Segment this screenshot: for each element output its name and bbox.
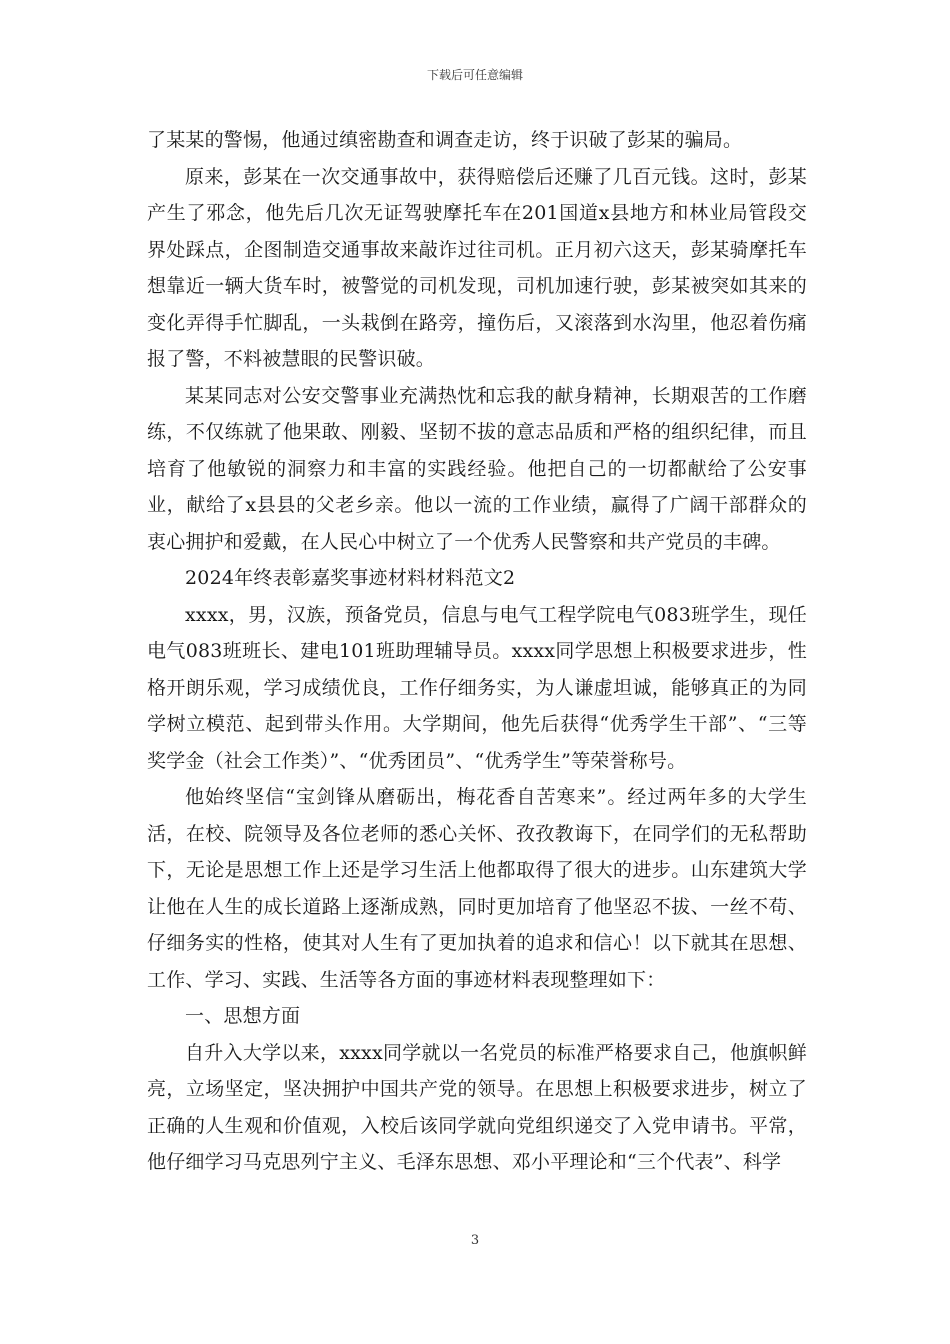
paragraph: xxxx，男，汉族，预备党员，信息与电气工程学院电气083班学生，现任电气083班班长、建电101班助理辅导员。xxxx同学思想上积极要求进步，性格开朗乐观，学习成绩优良，工作仔细务实，为人谦虚坦诚，能够真正的为同学树立模范、起到带头作用。大学期间，他先后获得“优秀学生干部”、“三等奖学金（社会工作类）”、“优秀团员”、“优秀学生”等荣誉称号。 [147,603,807,772]
page-header: 下载后可任意编辑 [426,68,523,82]
paragraph: 某某同志对公安交警事业充满热忱和忘我的献身精神，长期艰苦的工作磨练，不仅练就了他果敢、刚毅、坚韧不拔的意志品质和严格的组织纪律，而且培育了他敏锐的洞察力和丰富的实践经验。他把自己的一切都献给了公安事业，献给了x县县的父老乡亲。他以一流的工作业绩，赢得了广阔干部群众的衷心拥护和爱戴，在人民心中树立了一个优秀人民警察和共产党员的丰碑。 [147,384,807,553]
paragraph: 原来，彭某在一次交通事故中，获得赔偿后还赚了几百元钱。这时，彭某产生了邪念，他先后几次无证驾驶摩托车在201国道x县地方和林业局管段交界处踩点，企图制造交通事故来敲诈过往司机。正月初六这天，彭某骑摩托车想靠近一辆大货车时，被警觉的司机发现，司机加速行驶，彭某被突如其来的变化弄得手忙脚乱，一头栽倒在路旁，撞伤后，又滚落到水沟里，他忍着伤痛报了警，不料被慧眼的民警识破。 [147,165,807,370]
section-title: 2024年终表彰嘉奖事迹材料材料范文2 [185,567,516,589]
paragraph-continuation: 了某某的警惕，他通过缜密勘查和调查走访，终于识破了彭某的骗局。 [147,129,743,151]
page-number: 3 [470,1233,480,1248]
paragraph: 他始终坚信“宝剑锋从磨砺出，梅花香自苦寒来”。经过两年多的大学生活，在校、院领导及各位老师的悉心关怀、孜孜教诲下，在同学们的无私帮助下，无论是思想工作上还是学习生活上他都取得了很大的进步。山东建筑大学让他在人生的成长道路上逐渐成熟，同时更加培育了他坚忍不拔、一丝不苟、仔细务实的性格，使其对人生有了更加执着的追求和信心！以下就其在思想、工作、学习、实践、生活等各方面的事迹材料表现整理如下： [147,786,807,991]
subsection-heading: 一、思想方面 [185,1005,301,1027]
document-body [147,122,807,1181]
paragraph: 自升入大学以来，xxxx同学就以一名党员的标准严格要求自己，他旗帜鲜亮，立场坚定，坚决拥护中国共产党的领导。在思想上积极要求进步，树立了正确的人生观和价值观，入校后该同学就向党组织递交了入党申请书。平常，他仔细学习马克思列宁主义、毛泽东思想、邓小平理论和“三个代表”、科学 [147,1041,807,1173]
